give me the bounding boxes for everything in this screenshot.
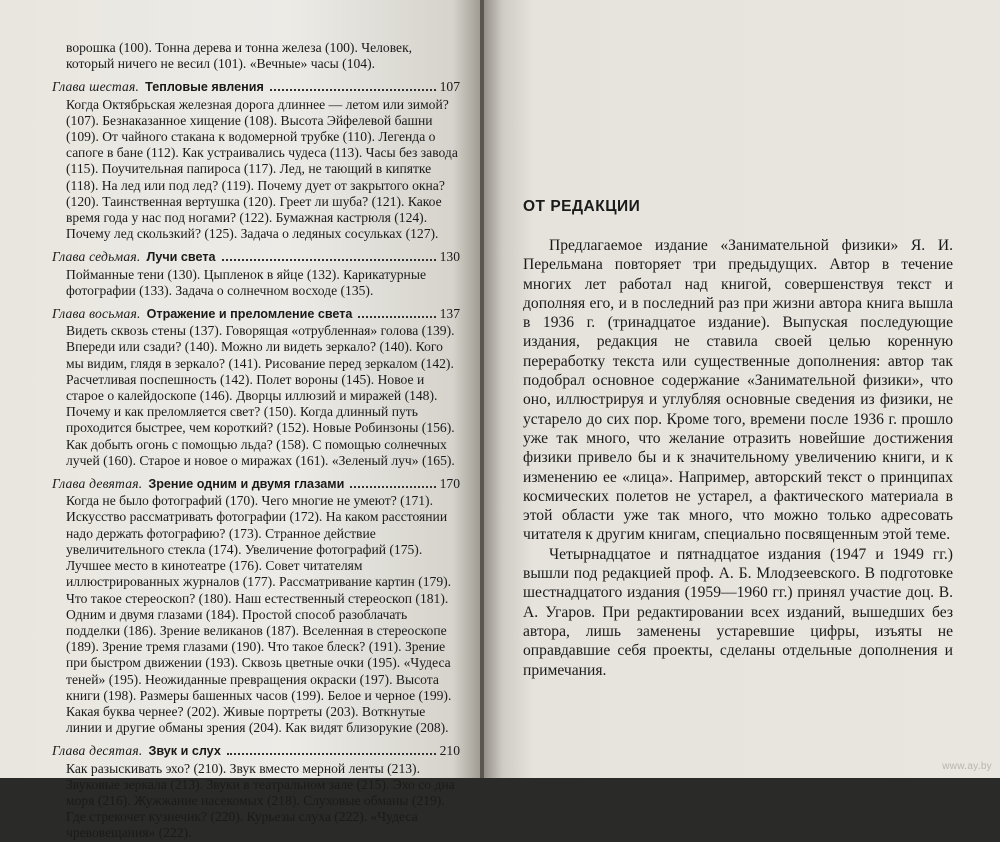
chapter-title: Зрение одним и двумя глазами <box>148 477 345 492</box>
chapter-title: Тепловые явления <box>145 80 264 95</box>
chapter-heading <box>52 476 460 492</box>
chapter-page-number: 210 <box>439 743 460 759</box>
toc-chapter <box>52 79 460 242</box>
chapter-heading <box>52 79 460 95</box>
leader-dots <box>222 259 436 261</box>
chapter-title: Отражение и преломление света <box>146 307 353 322</box>
editorial-note <box>523 198 953 680</box>
book-gutter <box>480 0 484 778</box>
chapter-heading <box>52 249 460 265</box>
chapter-title: Звук и слух <box>148 744 221 759</box>
chapter-page-number: 107 <box>439 79 460 95</box>
leader-dots <box>350 486 435 488</box>
leader-dots <box>358 316 435 318</box>
editorial-paragraph: Предлагаемое издание «Занимательной физики» Я. И. Перельмана повторяет три предыдущих. Автор в течение многих лет работал над книгой, совершенствуя текст и дополняя его, и в последний раз при жизни автора книга вышла в 1936 г. (тринадцатое издание). Выпуская последующие издания, редакция не ставила своей целью коренную переработку текста или существенные дополнения: автор так подобрал основное содержание «Занимательной физики», что оно, иллюстрируя и углубляя основные сведения из физики, не устарело до сих пор. Кроме того, времени после 1936 г. прошло уже так много, что желание отразить новейшие достижения физики привело бы и к значительному увеличению книги, и к изменению ее «лица». Например, авторский текст о принципах космических полетов не устарел, а фактического материала в этой области уже так много, что можно только адресовать читателя к другим книгам, специально посвященным этой теме. <box>523 237 953 544</box>
chapter-entries: Когда не было фотографий (170). Чего многие не умеют? (171). Искусство рассматривать фотографии (172). На каком расстоянии надо держать фотографию? (173). Странное действие увеличительного стекла (174). Увеличение фотографий (175). Лучшее место в кинотеатре (176). Совет читателям иллюстрированных журналов (177). Рассматривание картин (179). Что такое стереоскоп? (180). Наш естественный стереоскоп (181). Одним и двумя глазами (184). Простой способ разоблачать подделки (186). Зрение великанов (187). Вселенная в стереоскопе (189). Зрение тремя глазами (190). Что такое блеск? (191). Зрение при быстром движении (193). Сквозь цветные очки (195). «Чудеса теней» (195). Неожиданные превращения окраски (197). Высота книги (198). Размеры башенных часов (199). Белое и черное (199). Какая буква чернее? (202). Живые портреты (203). Воткнутые линии и другие обманы зрения (204). Как видят близорукие (208). <box>66 493 452 736</box>
chapter-heading <box>52 743 460 759</box>
chapter-entries: Пойманные тени (130). Цыпленок в яйце (132). Карикатурные фотографии (133). Задача о солнечном восходе (135). <box>66 266 426 298</box>
chapter-page-number: 130 <box>439 249 460 265</box>
site-watermark: www.ay.by <box>942 761 992 772</box>
editorial-heading: ОТ РЕДАКЦИИ <box>523 198 641 215</box>
chapter-title: Лучи света <box>146 250 216 265</box>
chapter-entries: Когда Октябрьская железная дорога длиннее — летом или зимой? (107). Безнаказанное хищение (108). Высота Эйфелевой башни (109). От чайного стакана к водомерной трубке (110). Легенда о сапоге в бане (112). Как устраивались чудеса (113). Часы без завода (115). Поучительная папироса (117). Лед, не тающий в кипятке (118). На лед или под лед? (119). Почему дует от закрытого окна? (120). Таинственная вертушка (120). Греет ли шуба? (121). Какое время года у нас под ногами? (122). Бумажная кастрюля (124). Почему лед скользкий? (125). Задача о ледяных сосульках (127). <box>66 96 458 242</box>
toc-chapter <box>52 306 460 469</box>
toc-chapter <box>52 476 460 736</box>
chapter-entries: Видеть сквозь стены (137). Говорящая «отрубленная» голова (139). Впереди или сзади? (140). Можно ли видеть зеркало? (140). Кого мы видим, глядя в зеркало? (141). Рисование перед зеркалом (142). Расчетливая поспешность (142). Полет вороны (145). Новое и старое о калейдоскопе (146). Дворцы иллюзий и миражей (148). Почему и как преломляется свет? (150). Когда длинный путь проходится быстрее, чем короткий? (152). Новые Робинзоны (156). Как добыть огонь с помощью льда? (158). С помощью солнечных лучей (160). Старое и новое о миражах (161). «Зеленый луч» (165). <box>66 323 455 468</box>
chapter-number: Глава седьмая. <box>52 249 141 265</box>
table-of-contents <box>52 40 460 842</box>
editorial-paragraph: Четырнадцатое и пятнадцатое издания (1947 и 1949 гг.) вышли под редакцией проф. А. Б. Млодзеевского. В подготовке шестнадцатого издания (1959—1960 гг.) принял участие доц. В. А. Угаров. При редактировании всех изданий, вышедших без автора, лишь заменены устаревшие цифры, изъяты не оправдавшие себя проекты, сделаны отдельные дополнения и примечания. <box>523 545 953 679</box>
chapter-number: Глава шестая. <box>52 79 140 95</box>
toc-continuation-text: ворошка (100). Тонна дерева и тонна железа (100). Человек, который ничего не весил (101). «Вечные» часы (104). <box>66 40 413 72</box>
chapter-heading <box>52 306 460 322</box>
chapter-page-number: 137 <box>439 306 460 322</box>
toc-chapter <box>52 743 460 841</box>
leader-dots <box>270 89 436 91</box>
chapter-number: Глава десятая. <box>52 743 143 759</box>
chapter-number: Глава восьмая. <box>52 306 141 322</box>
chapter-number: Глава девятая. <box>52 476 143 492</box>
toc-chapter <box>52 249 460 299</box>
chapter-page-number: 170 <box>439 476 460 492</box>
leader-dots <box>227 753 436 755</box>
chapter-entries: Как разыскивать эхо? (210). Звук вместо мерной ленты (213). Звуковые зеркала (213). Звуки в театральном зале (215). Эхо со дна моря (216). Жужжание насекомых (218). Слуховые обманы (219). Где стрекочет кузнечик? (220). Курьезы слуха (222). «Чудеса чревовещания» (222). <box>66 760 455 841</box>
